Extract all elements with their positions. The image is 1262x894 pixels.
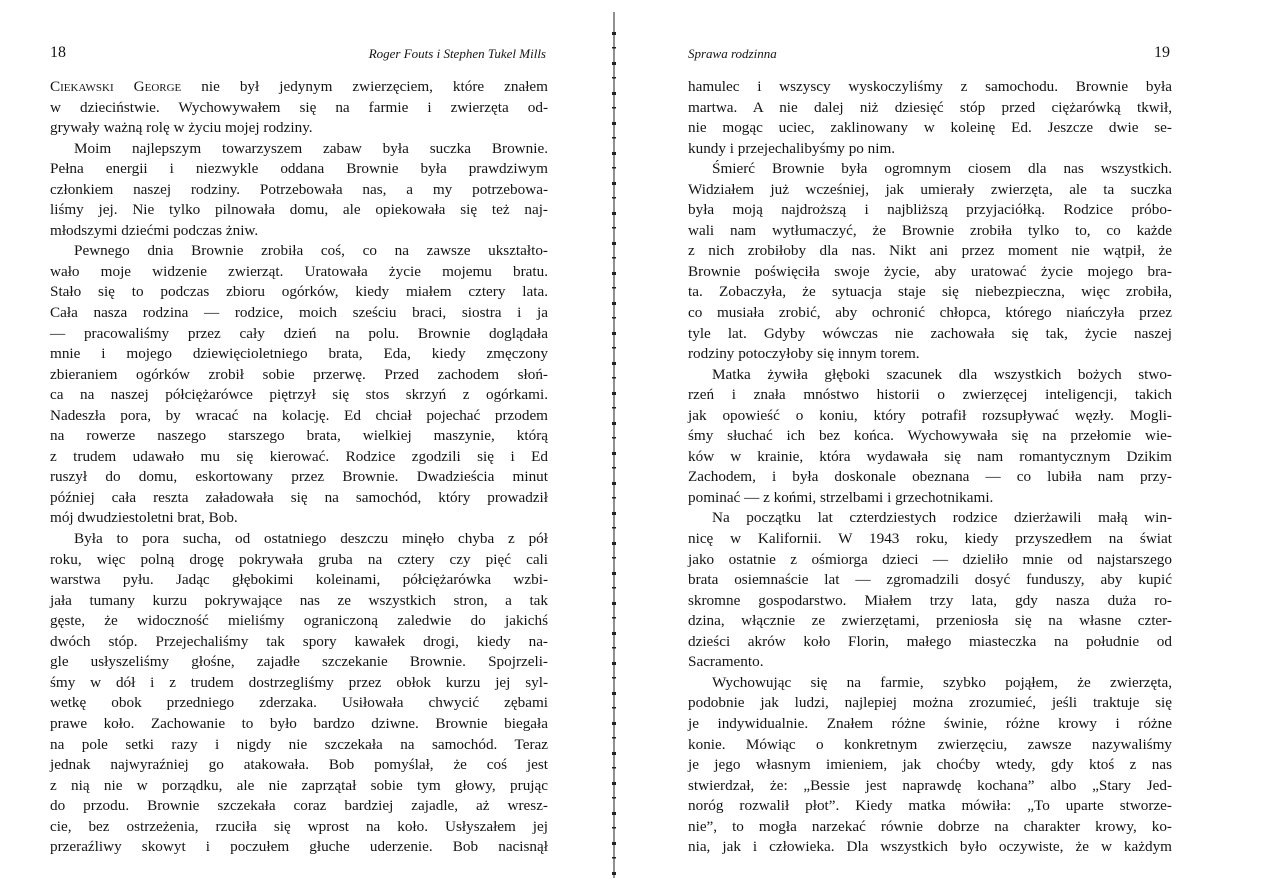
text-line: skromne gospodarstwo. Miałem trzy lata, gdy nasza duża ro-	[688, 591, 1172, 609]
text-line: Pewnego dnia Brownie zrobiła coś, co na zawsze ukształto-	[74, 242, 548, 260]
page-body-text	[688, 77, 1172, 858]
text-line: cie, bez ostrzeżenia, rzuciła się wprost na koło. Usłyszałem jej	[50, 817, 548, 835]
text-line: nicę w Kalifornii. W 1943 roku, kiedy przyszedłem na świat	[688, 530, 1172, 548]
text-line: Moim najlepszym towarzyszem zabaw była suczka Brownie.	[74, 139, 548, 157]
text-line: z nią nie w porządku, ale nie zaprzątał sobie tym głowy, prując	[50, 776, 548, 794]
text-line: mnie i mojego dziewięcioletniego brata, Eda, kiedy zmęczony	[50, 345, 548, 363]
text-line: co musiała zrobić, aby ochronić chłopca, którego niańczyła przez	[688, 304, 1172, 322]
text-line: zbieraniem ogórków zrobił sobie przerwę. Przed zachodem słoń-	[50, 365, 548, 383]
text-line: je jego własnym imieniem, jak choćby wtedy, gdy ktoś z nas	[688, 756, 1172, 774]
text-line: młodszymi dziećmi podczas żniw.	[50, 221, 259, 239]
text-line: Nadeszła pora, by wracać na kolację. Ed chciał pojechać przodem	[50, 406, 548, 424]
text-line: Stało się to podczas zbioru ogórków, kiedy miałem cztery lata.	[50, 283, 548, 301]
text-line: jednak najwyraźniej go atakowała. Bob pomyślał, że coś jest	[50, 756, 548, 774]
running-head-title: Sprawa rodzinna	[688, 46, 777, 61]
page-body-text	[50, 77, 548, 858]
text-line: jała tumany kurzu pokrywające nas ze wszystkich stron, a tak	[50, 591, 548, 609]
text-line: Widziałem już wcześniej, jak umierały zwierzęta, ale ta suczka	[688, 180, 1172, 198]
text-line: jak opowieść o koniu, który potrafił rozsupływać węzły. Mogli-	[688, 406, 1172, 424]
text-line: Matka żywiła głęboki szacunek dla wszystkich bożych stwo-	[712, 365, 1172, 383]
text-line: noróg rozwalił płot”. Kiedy matka mówiła: „To uparte stworze-	[688, 797, 1172, 815]
text-line: dzina, włącznie ze zwierzętami, przeniosła się na własne czter-	[688, 612, 1172, 630]
text-line: brata osiemnaście lat — zgromadzili dosyć funduszy, aby kupić	[688, 571, 1172, 589]
text-line: podobnie jak ludzi, najlepiej można zrozumieć, jeśli traktuje się	[688, 694, 1172, 712]
text-line: gęste, że widoczność mieliśmy ograniczoną zaledwie do jakichś	[50, 612, 548, 630]
running-head	[688, 44, 1172, 64]
text-line: konie. Mówiąc o konkretnym zwierzęciu, zawsze nazywaliśmy	[688, 735, 1172, 753]
text-line: pominać — z końmi, strzelbami i grzechotnikami.	[688, 488, 994, 506]
text-line: dwóch stóp. Przejechaliśmy tak spory kawałek drogi, kiedy na-	[50, 632, 548, 650]
text-line: — pracowaliśmy przez cały dzień na polu. Brownie doglądała	[50, 324, 548, 342]
text-line: na rowerze naszego starszego brata, wielkiej maszynie, którą	[50, 427, 548, 445]
text-line: z trudem udawało mu się kierować. Rodzice zgodzili się i Ed	[50, 447, 548, 465]
text-line: stwierdzał, że: „Bessie jest naprawdę kochana” albo „Stary Jed-	[688, 776, 1172, 794]
text-line: liśmy jej. Nie tylko pilnowała domu, ale opiekowała się też naj-	[50, 201, 548, 219]
text-line: na pole setki razy i nigdy nie szczekała na samochód. Teraz	[50, 735, 548, 753]
text-line: Śmierć Brownie była ogromnym ciosem dla nas wszystkich.	[712, 160, 1172, 178]
text-line: prawe koło. Zachowanie to było bardzo dziwne. Brownie biegała	[50, 714, 548, 732]
book-gutter-binding	[612, 12, 616, 878]
text-line: przeraźliwy skowyt i poczułem głuche uderzenie. Bob nacisnął	[50, 838, 548, 856]
text-line: Zachodem, i była doskonale obeznana — co lubiła nam przy-	[688, 468, 1172, 486]
text-line: z nich zrobiłoby dla nas. Nikt ani przez moment nie wątpił, że	[688, 242, 1172, 260]
page-number: 18	[50, 44, 66, 61]
text-line: nie mogąc uciec, zaklinowany w koleinę Ed. Jeszcze dwie se-	[688, 119, 1172, 137]
text-line: tyle lat. Gdyby wówczas nie zachowała się tak, życie naszej	[688, 324, 1172, 342]
text-line: Sacramento.	[688, 653, 764, 671]
chapter-opening-smallcaps: Ciekawski George	[50, 78, 182, 95]
text-line: nia, jak i człowieka. Dla wszystkich było oczywiste, że w każdym	[688, 838, 1172, 856]
text-line: nie”, to mogła narzekać równie dobrze na charakter krowy, ko-	[688, 817, 1172, 835]
running-head	[50, 44, 548, 64]
text-line: Brownie poświęciła swoje życie, aby uratować życie mojego bra-	[688, 262, 1172, 280]
text-line: ta. Zobaczyła, że sytuacja staje się niebezpieczna, więc zrobiła,	[688, 283, 1172, 301]
text-line: śmy w dół i z trudem dostrzegliśmy przez obłok kurzu jej syl-	[50, 673, 548, 691]
text-line: grywały ważną rolę w życiu mojej rodziny.	[50, 119, 313, 137]
text-line: Cała nasza rodzina — rodzice, moich sześciu braci, siostra i ja	[50, 304, 548, 322]
text-line: jako ostatnie z ośmiorga dzieci — dzieliło mnie od najstarszego	[688, 550, 1172, 568]
text-line: w dzieciństwie. Wychowywałem się na farmie i zwierzęta od-	[50, 98, 548, 116]
text-line: była moją najdroższą i najbliższą przyjaciółką. Rodzice próbo-	[688, 201, 1172, 219]
text-line: wało moje widzenie zwierząt. Uratowała życie mojemu bratu.	[50, 262, 548, 280]
text-line: śmy słuchać ich bez końca. Wychowywała się na przełomie wie-	[688, 427, 1172, 445]
text-line: gle usłyszeliśmy głośne, zajadłe szczekanie Brownie. Spojrzeli-	[50, 653, 548, 671]
text-line: ków w krainie, która wydawała się nam romantycznym Dzikim	[688, 447, 1172, 465]
right-page	[688, 0, 1172, 894]
text-line: kundy i przejechalibyśmy po nim.	[688, 139, 896, 157]
text-line: Wychowując się na farmie, szybko pojąłem, że zwierzęta,	[712, 673, 1172, 691]
text-line: do przodu. Brownie szczekała coraz bardziej zajadle, aż wresz-	[50, 797, 548, 815]
text-line: rzeń i znała mnóstwo historii o zwierzęcej inteligencji, takich	[688, 386, 1172, 404]
running-head-title: Roger Fouts i Stephen Tukel Mills	[368, 46, 546, 61]
text-line: mój dwudziestoletni brat, Bob.	[50, 509, 238, 527]
text-line: martwa. A nie dalej niż dziesięć stóp przed ciężarówką tkwił,	[688, 98, 1172, 116]
text-line: hamulec i wszyscy wyskoczyliśmy z samochodu. Brownie była	[688, 78, 1172, 95]
text-line: później cała reszta załadowała się na samochód, który prowadził	[50, 488, 548, 506]
text-line: warstwa pyłu. Jadąc głębokimi koleinami, półciężarówka wzbi-	[50, 571, 548, 589]
text-line: je indywidualnie. Znałem różne świnie, różne krowy i różne	[688, 714, 1172, 732]
text-line: dzieści akrów koło Florin, małego miasteczka na południe od	[688, 632, 1172, 650]
text-line: Pełna energii i niezwykle oddana Brownie była prawdziwym	[50, 160, 548, 178]
page-number: 19	[1154, 44, 1170, 61]
text-line: członkiem naszej rodziny. Potrzebowała nas, a my potrzebowa-	[50, 180, 548, 198]
text-line: Na początku lat czterdziestych rodzice dzierżawili małą win-	[712, 509, 1172, 527]
text-line: ruszył do domu, eskortowany przez Brownie. Dwadzieścia minut	[50, 468, 548, 486]
text-line: Ciekawski George nie był jedynym zwierzęciem, które znałem	[50, 78, 548, 95]
text-line: wali nam wytłumaczyć, że Brownie zrobiła tylko to, co każde	[688, 221, 1172, 239]
text-line: wetkę obok przedniego zderzaka. Usiłowała chwycić zębami	[50, 694, 548, 712]
left-page	[50, 0, 548, 894]
text-line: ca na naszej półciężarówce piętrzył się stos skrzyń z ogórkami.	[50, 386, 548, 404]
text-line: rodziny potoczyłoby się innym torem.	[688, 345, 920, 363]
text-line: Była to pora sucha, od ostatniego deszczu minęło chyba z pół	[74, 530, 548, 548]
text-line: roku, więc polną drogę pokrywała gruba na cztery czy pięć cali	[50, 550, 548, 568]
